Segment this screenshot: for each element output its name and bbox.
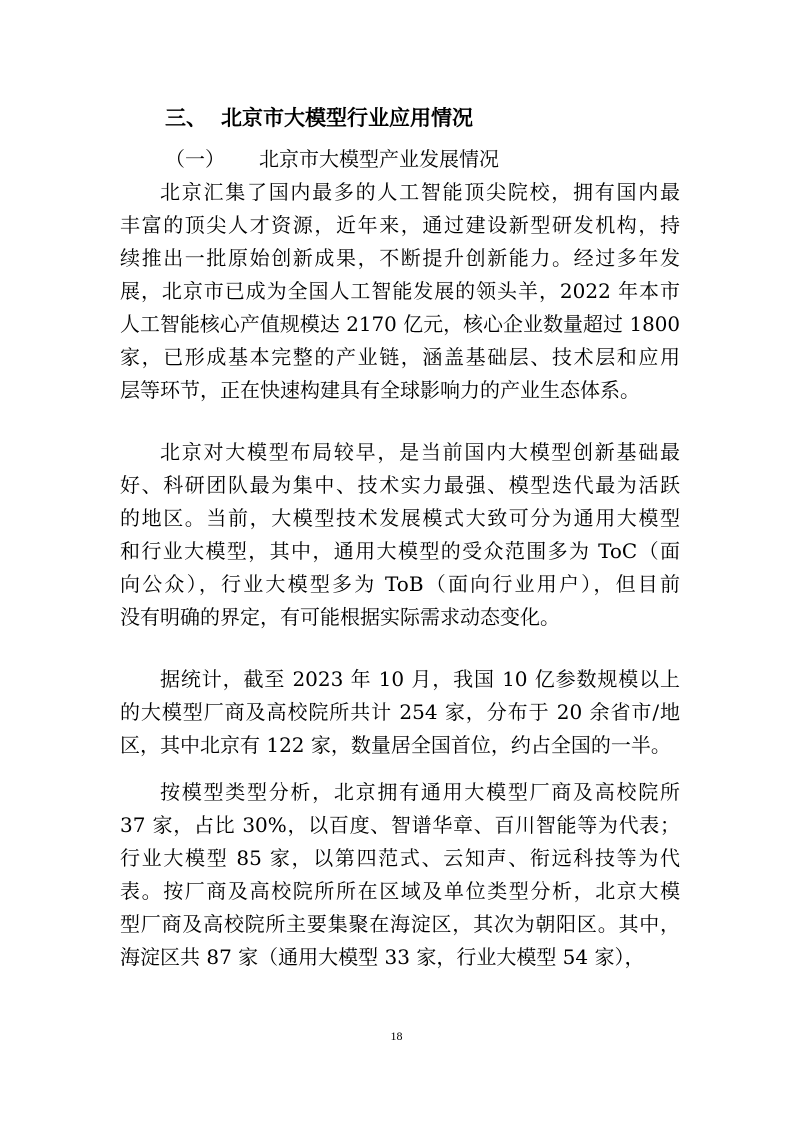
paragraph-line: 和行业大模型，其中，通用大模型的受众范围多为 ToC（面 [120,539,680,563]
paragraph-line: 按模型类型分析，北京拥有通用大模型厂商及高校院所 [160,780,680,804]
page-number: 18 [390,1029,403,1043]
paragraph-line: 北京对大模型布局较早，是当前国内大模型创新基础最 [160,440,680,464]
paragraph-line: 丰富的顶尖人才资源，近年来，通过建设新型研发机构，持 [120,213,680,237]
paragraph-line: 续推出一批原始创新成果，不断提升创新能力。经过多年发 [120,246,680,270]
paragraph-line: 家，已形成基本完整的产业链，涵盖基础层、技术层和应用 [120,345,680,369]
paragraph-line: 好、科研团队最为集中、技术实力最强、模型迭代最为活跃 [120,473,680,497]
paragraph-3 [120,663,680,762]
paragraph-line: 没有明确的界定，有可能根据实际需求动态变化。 [120,605,560,629]
paragraph-line: 展，北京市已成为全国人工智能发展的领头羊，2022 年本市 [120,279,680,303]
paragraph-line: 向公众），行业大模型多为 ToB（面向行业用户），但目前 [120,572,680,596]
subsection-number: （一） [165,147,225,171]
paragraph-line: 海淀区共 87 家（通用大模型 33 家，行业大模型 54 家）， [120,945,645,969]
paragraph-line: 人工智能核心产值规模达 2170 亿元，核心企业数量超过 1800 [120,313,680,336]
paragraph-line: 层等环节，正在快速构建具有全球影响力的产业生态体系。 [120,378,640,402]
paragraph-line: 的地区。当前，大模型技术发展模式大致可分为通用大模型 [120,506,680,530]
paragraph-line: 据统计，截至 2023 年 10 月，我国 10 亿参数规模以上 [160,667,680,691]
paragraph-line: 北京汇集了国内最多的人工智能顶尖院校，拥有国内最 [160,180,680,204]
paragraph-4 [120,776,680,974]
paragraph-line: 型厂商及高校院所主要集聚在海淀区，其次为朝阳区。其中， [120,912,680,936]
paragraph-line: 37 家，占比 30%，以百度、智谱华章、百川智能等为代表； [120,813,680,837]
paragraph-2 [120,436,680,634]
paragraph-line: 区，其中北京有 122 家，数量居全国首位，约占全国的一半。 [120,733,671,757]
section-heading [165,102,473,134]
paragraph-line: 的大模型厂商及高校院所共计 254 家，分布于 20 余省市/地 [120,700,680,724]
section-title: 北京市大模型行业应用情况 [221,106,473,130]
subsection-heading [165,143,499,175]
subsection-title: 北京市大模型产业发展情况 [259,147,499,171]
paragraph-line: 表。按厂商及高校院所所在区域及单位类型分析，北京大模 [120,879,680,903]
paragraph-line: 行业大模型 85 家，以第四范式、云知声、衔远科技等为代 [120,846,680,870]
section-number: 三、 [165,106,207,130]
paragraph-1 [120,176,680,407]
